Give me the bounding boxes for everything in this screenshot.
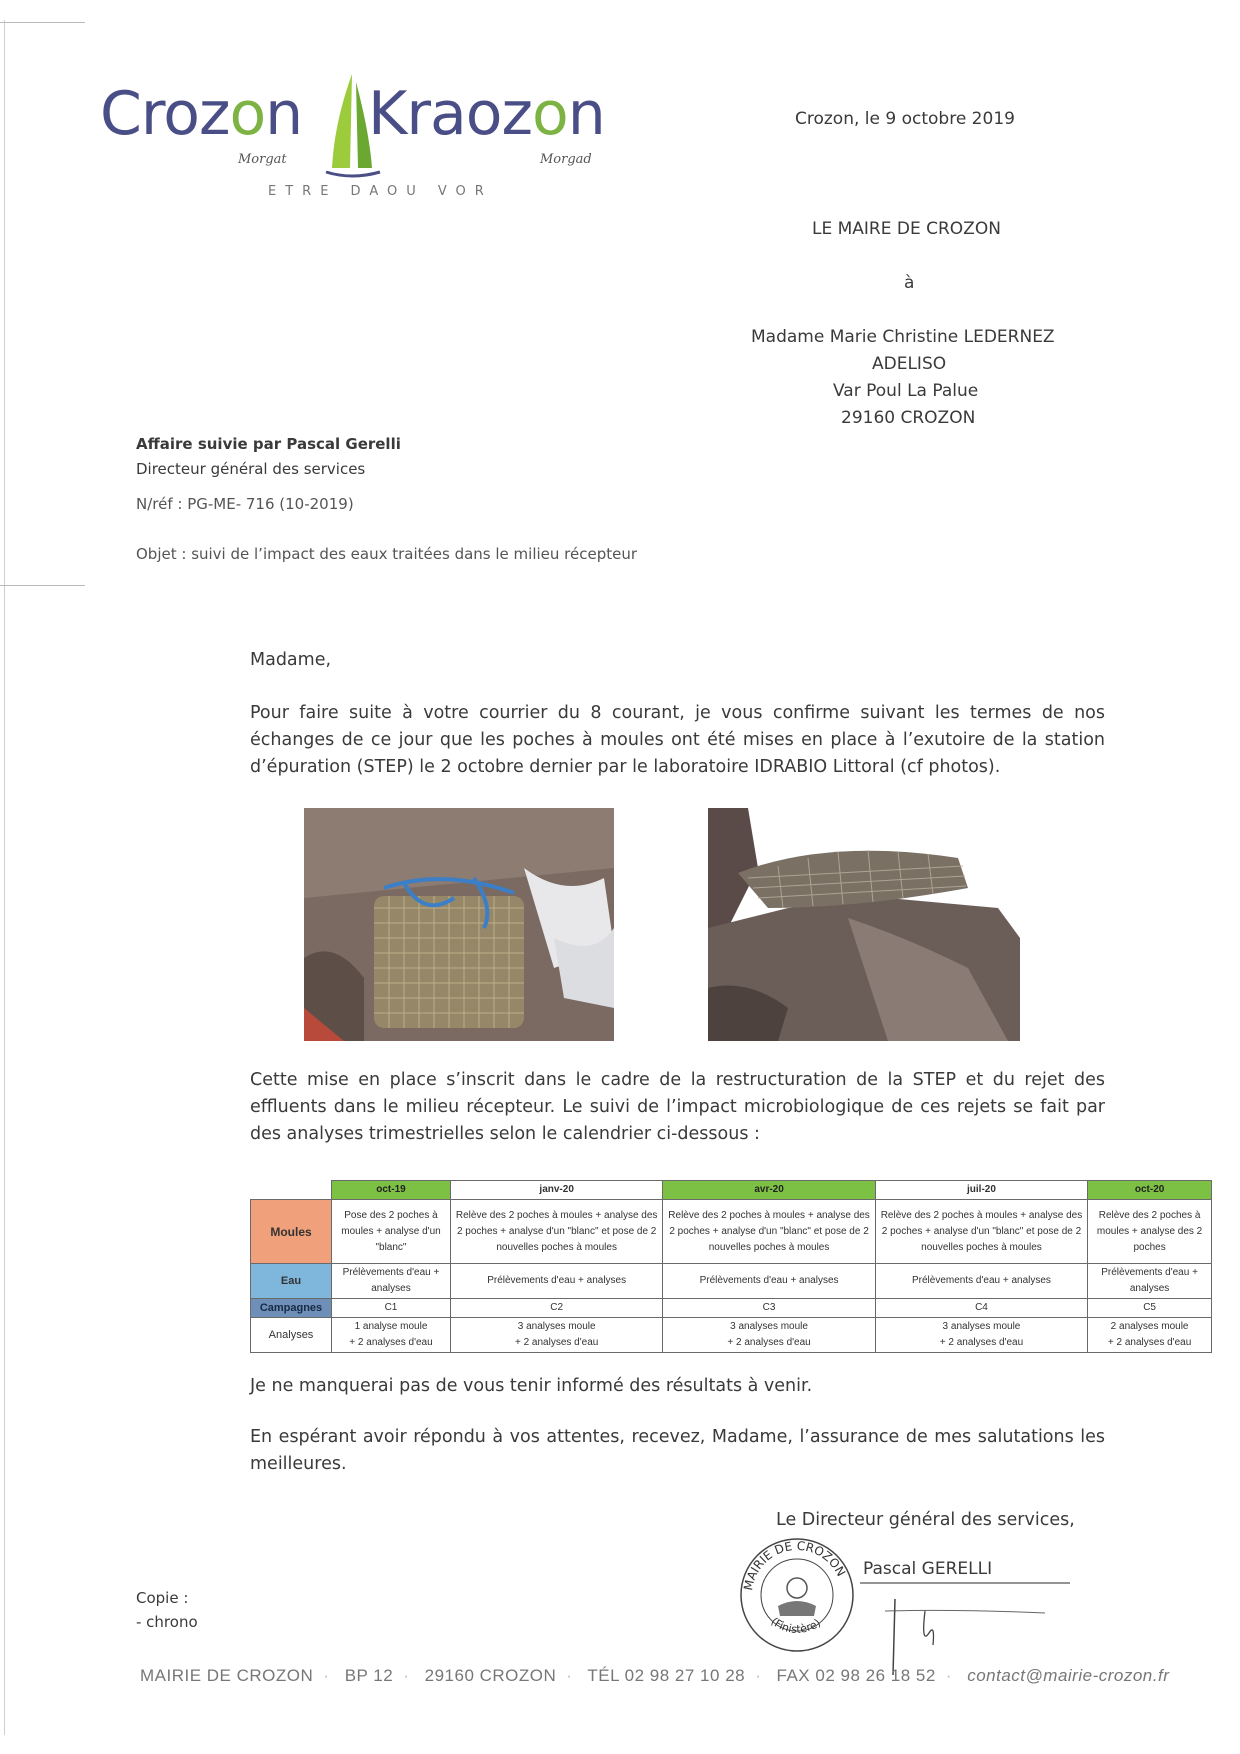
footer-tel: TÉL 02 98 27 10 28	[587, 1666, 746, 1685]
header-janv-20: janv-20	[450, 1181, 662, 1200]
analysis-calendar-table	[250, 1180, 1212, 1353]
footer-city: 29160 CROZON	[424, 1666, 557, 1685]
salutation: Madame,	[250, 650, 332, 670]
paragraph-intro: Pour faire suite à votre courrier du 8 courant, je vous confirme suivant les termes de nos échanges de ce jour que les poches à moules ont été mises en place à l’exutoire de la station d’épuration (STEP) le 2 octobre dernier par le laboratoire IDRABIO Littoral (cf photos).	[250, 703, 1105, 777]
letter-footer: MAIRIE DE CROZON · BP 12 · 29160 CROZON · TÉL 02 98 27 10 28 · FAX 02 98 26 18 52 · contact@mairie-crozon.fr	[140, 1666, 1170, 1685]
eau-cell-3: Prélèvements d'eau + analyses	[663, 1264, 875, 1299]
campagne-cell-2: C2	[450, 1299, 662, 1318]
photo-mussel-bag-rocks	[304, 808, 614, 1041]
logo-word-crozon: Crozon	[100, 79, 303, 149]
to-word: à	[904, 273, 915, 293]
eau-cell-5: Prélèvements d'eau + analyses	[1088, 1264, 1212, 1299]
recipient-name: Madame Marie Christine LEDERNEZ	[751, 327, 1055, 347]
table-row-campagnes	[251, 1299, 1212, 1318]
moules-cell-5: Relève des 2 poches à moules + analyse des 2 poches	[1088, 1200, 1212, 1264]
moules-cell-2: Relève des 2 poches à moules + analyse des 2 poches + analyse d'un "blanc" et pose de 2 nouvelles poches à moules	[450, 1200, 662, 1264]
date-line: Crozon, le 9 octobre 2019	[795, 109, 1015, 129]
paragraph-closing: En espérant avoir répondu à vos attentes, recevez, Madame, l’assurance de mes salutations les meilleures.	[250, 1427, 1105, 1474]
table-corner	[251, 1181, 332, 1200]
recipient-org: ADELISO	[872, 354, 947, 374]
analyses-cell-2: 3 analyses moule + 2 analyses d'eau	[450, 1318, 662, 1353]
svg-text:(Finistère): (Finistère)	[768, 1614, 824, 1636]
svg-text:MAIRIE DE CROZON: MAIRIE DE CROZON	[741, 1538, 849, 1592]
mairie-stamp	[738, 1536, 856, 1654]
header-juil-20: juil-20	[875, 1181, 1087, 1200]
moules-cell-1: Pose des 2 poches à moules + analyse d'un "blanc"	[332, 1200, 451, 1264]
campagne-cell-4: C4	[875, 1299, 1087, 1318]
logo-sub-morgat: Morgat	[238, 152, 287, 167]
table-row-eau	[251, 1264, 1212, 1299]
header-avr-20: avr-20	[663, 1181, 875, 1200]
crozon-logo	[100, 72, 640, 212]
copie-item: - chrono	[136, 1613, 198, 1631]
signature-role: Le Directeur général des services,	[776, 1510, 1075, 1530]
row-label-eau: Eau	[251, 1264, 332, 1299]
campagne-cell-1: C1	[332, 1299, 451, 1318]
copie-label: Copie :	[136, 1589, 189, 1607]
sender-line: LE MAIRE DE CROZON	[812, 219, 1001, 239]
table-header-row	[251, 1181, 1212, 1200]
row-label-campagnes: Campagnes	[251, 1299, 332, 1318]
campagne-cell-5: C5	[1088, 1299, 1212, 1318]
analyses-cell-5: 2 analyses moule + 2 analyses d'eau	[1088, 1318, 1212, 1353]
analyses-cell-4: 3 analyses moule + 2 analyses d'eau	[875, 1318, 1087, 1353]
logo-word-kraozon: Kraozon	[368, 79, 605, 149]
campagne-cell-3: C3	[663, 1299, 875, 1318]
scan-edge-line	[4, 20, 5, 1735]
row-label-moules: Moules	[251, 1200, 332, 1264]
affaire-line: Affaire suivie par Pascal Gerelli	[136, 435, 401, 453]
reference-number: N/réf : PG-ME- 716 (10-2019)	[136, 495, 354, 513]
header-oct-20: oct-20	[1088, 1181, 1212, 1200]
table-row-analyses	[251, 1318, 1212, 1353]
footer-fax: FAX 02 98 26 18 52	[776, 1666, 936, 1685]
moules-cell-3: Relève des 2 poches à moules + analyse des 2 poches + analyse d'un "blanc" et pose de 2 nouvelles poches à moules	[663, 1200, 875, 1264]
analyses-cell-3: 3 analyses moule + 2 analyses d'eau	[663, 1318, 875, 1353]
moules-cell-4: Relève des 2 poches à moules + analyse des 2 poches + analyse d'un "blanc" et pose de 2 nouvelles poches à moules	[875, 1200, 1087, 1264]
eau-cell-2: Prélèvements d'eau + analyses	[450, 1264, 662, 1299]
photo-mussel-bag-shore	[708, 808, 1020, 1041]
logo-sub-morgad: Morgad	[540, 152, 592, 167]
header-oct-19: oct-19	[332, 1181, 451, 1200]
recipient-city: 29160 CROZON	[841, 408, 976, 428]
paragraph-follow-up: Je ne manquerai pas de vous tenir informé des résultats à venir.	[250, 1376, 813, 1396]
fold-mark-top	[0, 22, 85, 23]
objet-line: Objet : suivi de l’impact des eaux traitées dans le milieu récepteur	[136, 545, 638, 563]
signature-name: Pascal GERELLI	[863, 1559, 993, 1579]
affaire-title: Directeur général des services	[136, 460, 366, 478]
paragraph-context: Cette mise en place s’inscrit dans le cadre de la restructuration de la STEP et du rejet des effluents dans le milieu récepteur. Le suivi de l’impact microbiologique de ces rejets se fait par des analyses trimestrielles selon le calendrier ci-dessous :	[250, 1070, 1105, 1144]
footer-bp: BP 12	[344, 1666, 394, 1685]
eau-cell-1: Prélèvements d'eau + analyses	[332, 1264, 451, 1299]
row-label-analyses: Analyses	[251, 1318, 332, 1353]
eau-cell-4: Prélèvements d'eau + analyses	[875, 1264, 1087, 1299]
analyses-cell-1: 1 analyse moule + 2 analyses d'eau	[332, 1318, 451, 1353]
fold-mark-middle	[0, 585, 85, 586]
table-row-moules	[251, 1200, 1212, 1264]
footer-org: MAIRIE DE CROZON	[140, 1666, 314, 1685]
logo-tagline: ETRE DAOU VOR	[268, 184, 493, 199]
footer-email: contact@mairie-crozon.fr	[967, 1666, 1170, 1685]
recipient-street: Var Poul La Palue	[833, 381, 979, 401]
